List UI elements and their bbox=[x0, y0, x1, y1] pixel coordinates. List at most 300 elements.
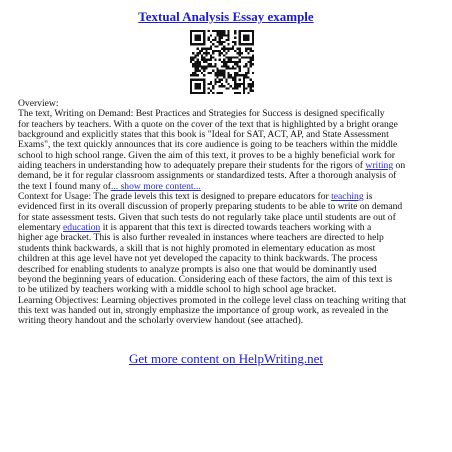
qr-module bbox=[190, 37, 192, 39]
qr-module bbox=[239, 85, 241, 87]
qr-module bbox=[228, 43, 230, 45]
qr-module bbox=[250, 63, 252, 65]
qr-module bbox=[197, 59, 199, 61]
qr-module bbox=[232, 65, 234, 67]
qr-module bbox=[203, 74, 205, 76]
qr-module bbox=[192, 72, 194, 74]
qr-module bbox=[219, 37, 221, 39]
qr-module bbox=[197, 70, 199, 72]
qr-module bbox=[197, 52, 199, 54]
qr-module bbox=[236, 85, 238, 87]
qr-module bbox=[247, 43, 249, 45]
qr-module bbox=[203, 68, 205, 70]
qr-module bbox=[221, 30, 223, 32]
qr-module bbox=[214, 72, 216, 74]
qr-module bbox=[201, 56, 203, 58]
qr-module bbox=[210, 90, 212, 92]
qr-module bbox=[210, 65, 212, 67]
qr-module bbox=[239, 52, 241, 54]
qr-module bbox=[250, 87, 252, 89]
qr-module bbox=[239, 37, 241, 39]
qr-module bbox=[210, 48, 212, 50]
qr-module bbox=[212, 92, 214, 94]
qr-module bbox=[225, 61, 227, 63]
qr-module bbox=[194, 87, 196, 89]
qr-module bbox=[228, 37, 230, 39]
qr-module bbox=[247, 37, 249, 39]
qr-module bbox=[210, 63, 212, 65]
qr-module bbox=[212, 65, 214, 67]
qr-module bbox=[236, 65, 238, 67]
qr-module bbox=[192, 43, 194, 45]
overview-line: school to high school range. Given the aim of this text, it proves to be a highly beneficial work for bbox=[18, 149, 395, 161]
text-fragment: on bbox=[393, 160, 406, 172]
show-more-link[interactable]: ... show more content... bbox=[110, 180, 201, 192]
qr-module bbox=[239, 48, 241, 50]
qr-module bbox=[252, 54, 254, 56]
essay-body bbox=[18, 99, 436, 327]
qr-module bbox=[221, 61, 223, 63]
qr-module bbox=[212, 30, 214, 32]
qr-module bbox=[230, 74, 232, 76]
qr-module bbox=[212, 52, 214, 54]
qr-module bbox=[228, 32, 230, 34]
qr-module bbox=[221, 85, 223, 87]
qr-module bbox=[239, 41, 241, 43]
qr-module bbox=[232, 56, 234, 58]
qr-module bbox=[190, 56, 192, 58]
qr-module bbox=[221, 41, 223, 43]
qr-module bbox=[192, 30, 194, 32]
qr-module bbox=[208, 37, 210, 39]
qr-module bbox=[252, 72, 254, 74]
qr-module bbox=[247, 52, 249, 54]
qr-module bbox=[203, 61, 205, 63]
qr-module bbox=[197, 48, 199, 50]
qr-module bbox=[208, 72, 210, 74]
qr-module bbox=[241, 52, 243, 54]
qr-module bbox=[243, 87, 245, 89]
qr-module bbox=[203, 56, 205, 58]
qr-module bbox=[243, 37, 245, 39]
usage-line: for state assessment tests. Given that such tests do not regularly take place until students are out of bbox=[18, 211, 396, 223]
qr-module bbox=[208, 59, 210, 61]
qr-module bbox=[210, 72, 212, 74]
qr-module bbox=[228, 59, 230, 61]
qr-module bbox=[252, 50, 254, 52]
qr-module bbox=[230, 48, 232, 50]
qr-module bbox=[203, 52, 205, 54]
qr-module bbox=[228, 76, 230, 78]
qr-module bbox=[236, 72, 238, 74]
qr-module bbox=[216, 92, 218, 94]
objectives-line: this text was handed out in, strongly emphasize the importance of group work, as revealed in the bbox=[18, 304, 389, 316]
qr-module bbox=[228, 50, 230, 52]
qr-module bbox=[234, 37, 236, 39]
qr-module bbox=[239, 70, 241, 72]
qr-module bbox=[225, 56, 227, 58]
qr-module bbox=[221, 37, 223, 39]
qr-module bbox=[221, 32, 223, 34]
qr-module bbox=[219, 30, 221, 32]
qr-module bbox=[239, 65, 241, 67]
qr-module bbox=[216, 34, 218, 36]
qr-module bbox=[225, 65, 227, 67]
qr-module bbox=[214, 37, 216, 39]
qr-module bbox=[203, 92, 205, 94]
qr-module bbox=[216, 74, 218, 76]
qr-module bbox=[190, 34, 192, 36]
qr-module bbox=[236, 56, 238, 58]
qr-module bbox=[241, 74, 243, 76]
qr-module bbox=[214, 39, 216, 41]
qr-module bbox=[219, 72, 221, 74]
qr-module bbox=[236, 61, 238, 63]
qr-module bbox=[199, 61, 201, 63]
footer bbox=[0, 351, 452, 366]
qr-module bbox=[239, 61, 241, 63]
qr-module bbox=[223, 41, 225, 43]
qr-module bbox=[210, 34, 212, 36]
qr-module bbox=[230, 61, 232, 63]
qr-module bbox=[190, 74, 192, 76]
qr-module bbox=[245, 87, 247, 89]
qr-module bbox=[247, 92, 249, 94]
qr-module bbox=[216, 45, 218, 47]
qr-module bbox=[239, 39, 241, 41]
qr-module bbox=[212, 50, 214, 52]
qr-module bbox=[203, 48, 205, 50]
qr-module bbox=[225, 63, 227, 65]
qr-module bbox=[212, 70, 214, 72]
text-fragment: elementary bbox=[18, 222, 64, 234]
qr-module bbox=[203, 59, 205, 61]
qr-module bbox=[236, 48, 238, 50]
get-more-content-link[interactable]: Get more content on HelpWriting.net bbox=[128, 351, 324, 366]
qr-module bbox=[245, 65, 247, 67]
qr-module bbox=[221, 79, 223, 81]
qr-module bbox=[192, 74, 194, 76]
qr-module bbox=[232, 41, 234, 43]
qr-module bbox=[234, 87, 236, 89]
qr-module bbox=[216, 32, 218, 34]
qr-module bbox=[190, 90, 192, 92]
qr-module bbox=[219, 74, 221, 76]
qr-module bbox=[192, 56, 194, 58]
qr-module bbox=[232, 68, 234, 70]
qr-module bbox=[205, 52, 207, 54]
qr-module bbox=[239, 92, 241, 94]
qr-module bbox=[199, 30, 201, 32]
qr-module bbox=[236, 87, 238, 89]
qr-module bbox=[230, 59, 232, 61]
qr-module bbox=[252, 83, 254, 85]
qr-module bbox=[243, 74, 245, 76]
qr-module bbox=[223, 74, 225, 76]
qr-module bbox=[243, 65, 245, 67]
qr-module bbox=[197, 83, 199, 85]
qr-module bbox=[250, 61, 252, 63]
qr-module bbox=[250, 59, 252, 61]
qr-module bbox=[216, 70, 218, 72]
qr-module bbox=[221, 92, 223, 94]
qr-module bbox=[221, 65, 223, 67]
qr-module bbox=[247, 56, 249, 58]
qr-module bbox=[247, 48, 249, 50]
qr-module bbox=[192, 59, 194, 61]
qr-module bbox=[243, 85, 245, 87]
qr-module bbox=[239, 34, 241, 36]
qr-module bbox=[245, 43, 247, 45]
qr-module bbox=[210, 41, 212, 43]
qr-module bbox=[221, 70, 223, 72]
text-fragment: the text I found many of bbox=[18, 180, 111, 192]
qr-module bbox=[210, 45, 212, 47]
text-fragment: is bbox=[363, 191, 373, 203]
qr-module bbox=[252, 90, 254, 92]
qr-module bbox=[252, 85, 254, 87]
qr-module bbox=[190, 81, 192, 83]
qr-module bbox=[216, 41, 218, 43]
qr-module bbox=[234, 74, 236, 76]
qr-module bbox=[223, 48, 225, 50]
qr-module bbox=[192, 65, 194, 67]
qr-module bbox=[250, 85, 252, 87]
writing-link[interactable]: writing bbox=[365, 160, 394, 172]
qr-module bbox=[219, 79, 221, 81]
qr-module bbox=[203, 41, 205, 43]
overview-line: for teachers by teachers. With a quote on the cover of the text that is highlighted by a bright orange bbox=[18, 118, 398, 130]
qr-module bbox=[250, 48, 252, 50]
qr-module bbox=[223, 72, 225, 74]
qr-module bbox=[199, 92, 201, 94]
qr-module bbox=[223, 65, 225, 67]
qr-module bbox=[234, 83, 236, 85]
qr-module bbox=[194, 54, 196, 56]
qr-module bbox=[210, 83, 212, 85]
qr-module bbox=[199, 83, 201, 85]
qr-module bbox=[208, 83, 210, 85]
qr-module bbox=[208, 39, 210, 41]
qr-module bbox=[203, 87, 205, 89]
qr-module bbox=[228, 48, 230, 50]
qr-module bbox=[247, 76, 249, 78]
qr-module bbox=[203, 79, 205, 81]
qr-module bbox=[250, 50, 252, 52]
qr-module bbox=[223, 85, 225, 87]
qr-module bbox=[208, 48, 210, 50]
qr-module bbox=[197, 85, 199, 87]
qr-module bbox=[197, 65, 199, 67]
qr-module bbox=[228, 72, 230, 74]
qr-module bbox=[197, 39, 199, 41]
qr-module bbox=[252, 30, 254, 32]
qr-module bbox=[239, 50, 241, 52]
qr-module bbox=[228, 39, 230, 41]
qr-module bbox=[194, 63, 196, 65]
qr-module bbox=[228, 87, 230, 89]
qr-module bbox=[219, 54, 221, 56]
qr-module bbox=[203, 70, 205, 72]
qr-module bbox=[239, 30, 241, 32]
qr-module bbox=[194, 92, 196, 94]
qr-module bbox=[201, 48, 203, 50]
qr-module bbox=[199, 79, 201, 81]
education-link[interactable]: education bbox=[63, 222, 101, 234]
qr-module bbox=[197, 63, 199, 65]
qr-module bbox=[201, 50, 203, 52]
qr-module bbox=[252, 41, 254, 43]
qr-module bbox=[234, 68, 236, 70]
teaching-link[interactable]: teaching bbox=[331, 191, 364, 203]
qr-module bbox=[252, 39, 254, 41]
qr-module bbox=[203, 34, 205, 36]
qr-module bbox=[197, 34, 199, 36]
qr-module bbox=[190, 85, 192, 87]
qr-module bbox=[247, 34, 249, 36]
qr-module bbox=[232, 76, 234, 78]
qr-module bbox=[205, 50, 207, 52]
qr-module bbox=[234, 72, 236, 74]
qr-module bbox=[214, 45, 216, 47]
qr-module bbox=[194, 65, 196, 67]
qr-module bbox=[225, 52, 227, 54]
qr-module bbox=[245, 74, 247, 76]
qr-module bbox=[210, 81, 212, 83]
qr-module bbox=[243, 81, 245, 83]
qr-module bbox=[232, 79, 234, 81]
qr-module bbox=[243, 92, 245, 94]
qr-module bbox=[241, 83, 243, 85]
qr-module bbox=[208, 63, 210, 65]
qr-module bbox=[239, 43, 241, 45]
qr-module bbox=[252, 81, 254, 83]
qr-module bbox=[197, 30, 199, 32]
title-link[interactable]: Textual Analysis Essay example bbox=[138, 9, 314, 24]
qr-module bbox=[221, 48, 223, 50]
qr-module bbox=[199, 43, 201, 45]
qr-module bbox=[197, 92, 199, 94]
qr-module bbox=[228, 83, 230, 85]
qr-module bbox=[239, 68, 241, 70]
qr-module bbox=[236, 83, 238, 85]
qr-module bbox=[197, 87, 199, 89]
qr-module bbox=[236, 63, 238, 65]
qr-module bbox=[197, 43, 199, 45]
usage-section bbox=[18, 192, 436, 295]
qr-module bbox=[234, 41, 236, 43]
qr-module bbox=[223, 54, 225, 56]
qr-module bbox=[197, 79, 199, 81]
qr-module bbox=[221, 43, 223, 45]
qr-module bbox=[234, 43, 236, 45]
qr-module bbox=[234, 92, 236, 94]
qr-module bbox=[232, 48, 234, 50]
qr-module bbox=[212, 87, 214, 89]
qr-module bbox=[228, 34, 230, 36]
qr-module bbox=[232, 45, 234, 47]
qr-module bbox=[247, 83, 249, 85]
qr-module bbox=[236, 52, 238, 54]
qr-module bbox=[194, 39, 196, 41]
qr-module bbox=[239, 79, 241, 81]
qr-module bbox=[234, 63, 236, 65]
qr-module bbox=[223, 45, 225, 47]
qr-module bbox=[194, 30, 196, 32]
qr-module bbox=[250, 30, 252, 32]
usage-line: children at this age level have not yet developed the capacity to think backwards. The process bbox=[18, 253, 378, 265]
qr-module bbox=[205, 68, 207, 70]
qr-module bbox=[252, 32, 254, 34]
qr-module bbox=[234, 85, 236, 87]
qr-module bbox=[201, 30, 203, 32]
qr-module bbox=[250, 79, 252, 81]
qr-module bbox=[241, 56, 243, 58]
qr-module bbox=[219, 85, 221, 87]
qr-module bbox=[190, 79, 192, 81]
qr-module bbox=[250, 65, 252, 67]
qr-module bbox=[221, 74, 223, 76]
qr-module bbox=[199, 50, 201, 52]
usage-line: higher age bracket. This is also further revealed in instances where teachers are directed to help bbox=[18, 232, 384, 244]
qr-module bbox=[232, 87, 234, 89]
qr-module bbox=[201, 68, 203, 70]
qr-module bbox=[199, 39, 201, 41]
qr-module bbox=[243, 39, 245, 41]
qr-module bbox=[239, 32, 241, 34]
qr-module bbox=[212, 43, 214, 45]
text-fragment: it is apparent that this text is directed towards teachers working with a bbox=[100, 222, 372, 234]
qr-module bbox=[230, 56, 232, 58]
qr-module bbox=[210, 56, 212, 58]
qr-module bbox=[252, 63, 254, 65]
qr-module bbox=[236, 74, 238, 76]
qr-module bbox=[214, 65, 216, 67]
qr-module bbox=[192, 79, 194, 81]
qr-module bbox=[247, 68, 249, 70]
qr-module bbox=[201, 65, 203, 67]
qr-module bbox=[247, 72, 249, 74]
qr-code-icon bbox=[190, 30, 254, 94]
qr-module bbox=[219, 70, 221, 72]
qr-module bbox=[243, 43, 245, 45]
qr-module bbox=[239, 74, 241, 76]
qr-module bbox=[212, 56, 214, 58]
qr-module bbox=[252, 37, 254, 39]
qr-module bbox=[214, 79, 216, 81]
qr-module bbox=[201, 59, 203, 61]
qr-module bbox=[205, 65, 207, 67]
qr-module bbox=[245, 72, 247, 74]
usage-line: beyond the beginning years of education. Considering each of these factors, the aim of this text is bbox=[18, 273, 393, 285]
qr-module bbox=[250, 83, 252, 85]
qr-module bbox=[212, 85, 214, 87]
qr-module bbox=[192, 52, 194, 54]
qr-module bbox=[194, 37, 196, 39]
qr-module bbox=[190, 32, 192, 34]
qr-module bbox=[216, 81, 218, 83]
qr-module bbox=[203, 39, 205, 41]
qr-module bbox=[243, 30, 245, 32]
qr-module bbox=[225, 39, 227, 41]
qr-module bbox=[236, 92, 238, 94]
qr-module bbox=[219, 41, 221, 43]
qr-module bbox=[190, 43, 192, 45]
qr-module bbox=[223, 63, 225, 65]
qr-module bbox=[203, 32, 205, 34]
overview-section bbox=[18, 99, 436, 192]
qr-module bbox=[228, 30, 230, 32]
